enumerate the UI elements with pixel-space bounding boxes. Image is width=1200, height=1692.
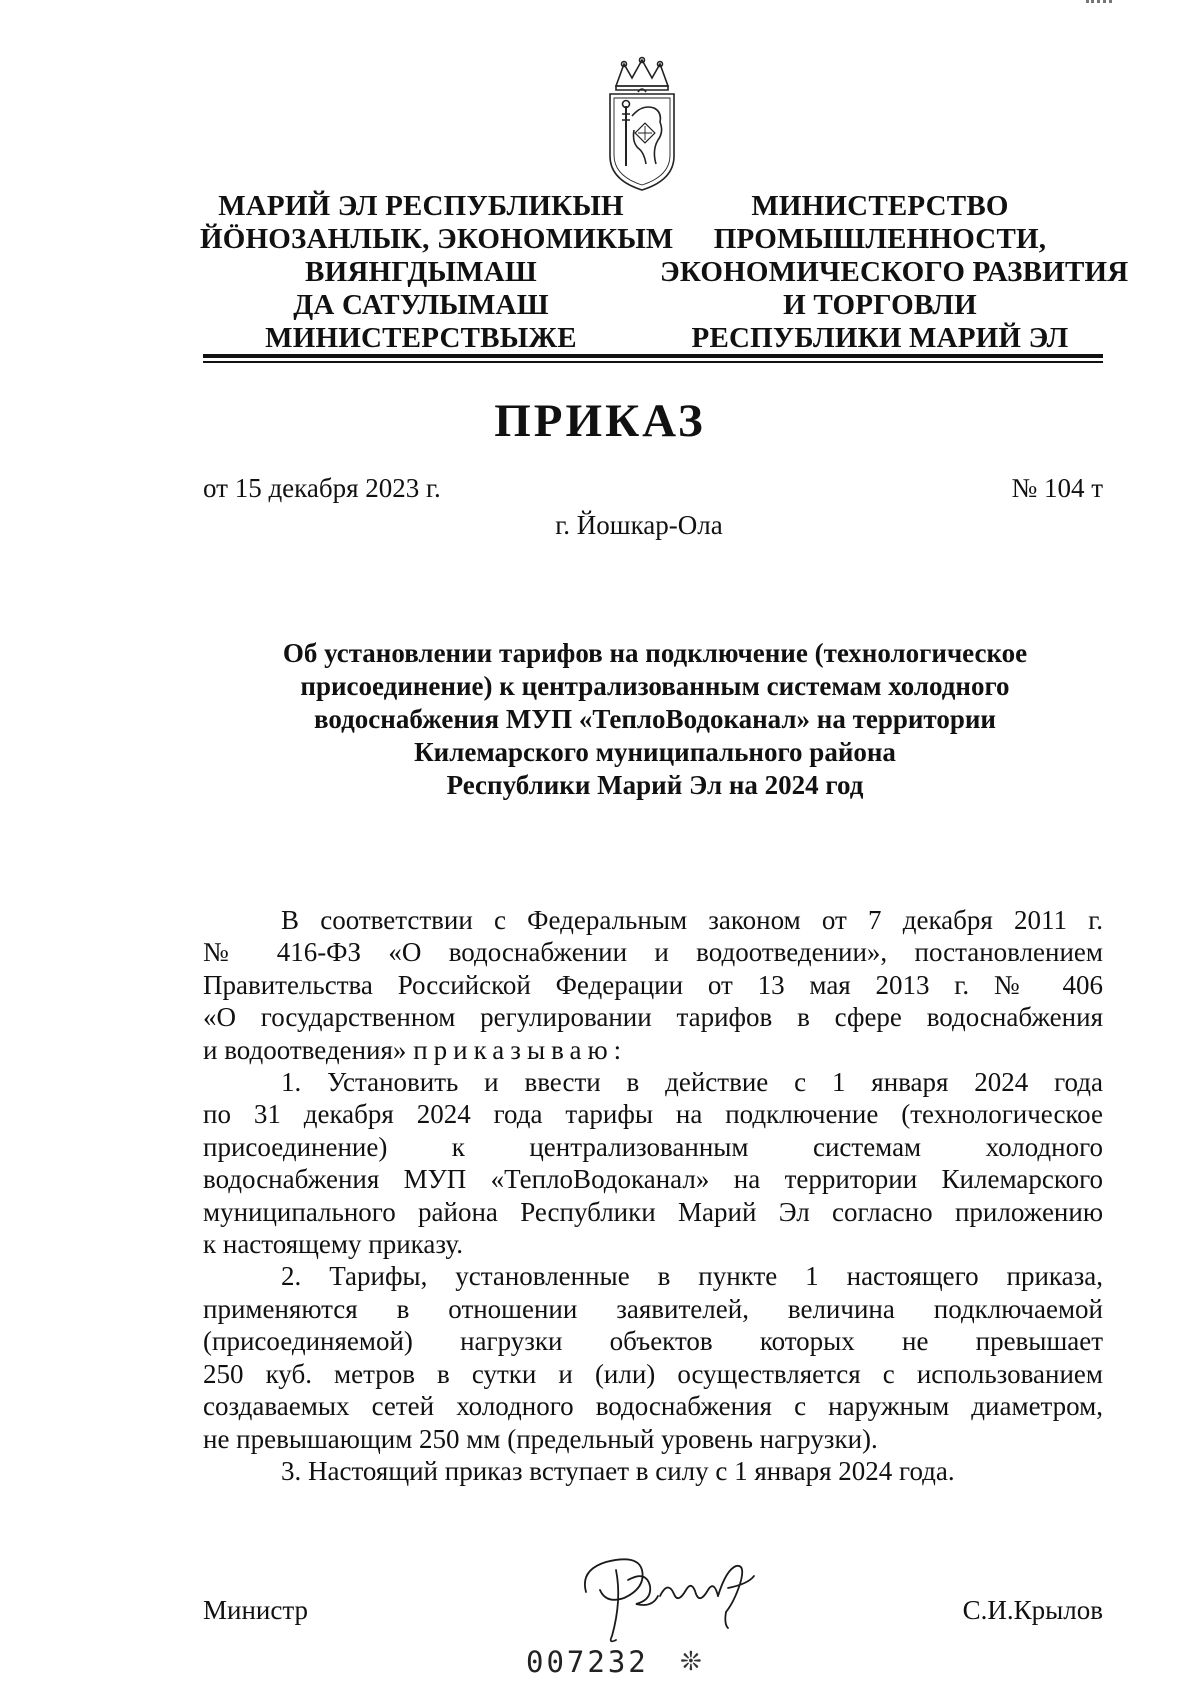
header-left-line: ВИЯНГДЫМАШ [305, 256, 537, 288]
signatory-position: Министр [203, 1595, 308, 1625]
header-ministry-russian [660, 190, 1129, 355]
header-right-line: ЭКОНОМИЧЕСКОГО РАЗВИТИЯ [660, 256, 1129, 288]
document-city: г. Йошкар-Ола [555, 510, 723, 540]
body-line: «О государственном регулировании тарифов в сфере водоснабжения [203, 1002, 1103, 1033]
header-left-line: МАРИЙ ЭЛ РЕСПУБЛИКЫН [218, 190, 624, 222]
body-line: Правительства Российской Федерации от 13 мая 2013 г. № 406 [203, 969, 1103, 1000]
document-number: № 104 т [1011, 473, 1103, 503]
body-line: не превышающим 250 мм (предельный уровень нагрузки). [203, 1423, 878, 1454]
header-left-line: МИНИСТЕРСТВЫЖЕ [265, 322, 577, 354]
intro-end: и водоотведения» [203, 1034, 407, 1065]
subject-line: водоснабжения МУП «ТеплоВодоканал» на территории [314, 704, 996, 734]
handwritten-signature [576, 1540, 786, 1650]
header-left-line: ДА САТУЛЫМАШ [293, 289, 549, 321]
document-date: от 15 декабря 2023 г. [203, 473, 441, 503]
body-line: (присоединяемой) нагрузки объектов которых не превышает [203, 1326, 1103, 1357]
body-line: по 31 декабря 2024 года тарифы на подключение (технологическое [203, 1099, 1103, 1130]
document-subject [240, 637, 1070, 802]
body-line: 250 куб. метров в сутки и (или) осуществляется с использованием [203, 1358, 1103, 1389]
document-title: ПРИКАЗ [494, 395, 706, 447]
header-right-line: МИНИСТЕРСТВО [751, 190, 1009, 222]
body-line: 2. Тарифы, установленные в пункте 1 настоящего приказа, [281, 1261, 1103, 1292]
body-line: применяются в отношении заявителей, величина подключаемой [203, 1293, 1103, 1324]
header-divider-thick [203, 354, 1103, 358]
body-line: к настоящему приказу. [203, 1229, 463, 1260]
body-line: муниципального района Республики Марий Эл согласно приложению [203, 1196, 1103, 1227]
body-line: В соответствии с Федеральным законом от 7 декабря 2011 г. [281, 905, 1103, 935]
header-divider-thin [203, 361, 1103, 363]
body-line: № 416-ФЗ «О водоснабжении и водоотведении», постановлением [203, 937, 1103, 968]
header-ministry-mari [200, 190, 674, 355]
snowflake-icon: ❊ [680, 1647, 702, 1676]
document-body [203, 904, 1103, 1487]
scan-mark [1086, 0, 1112, 8]
header-left-line: ЙӦНОЗАНЛЫК, ЭКОНОМИКЫМ [200, 223, 674, 255]
subject-line: присоединение) к централизованным системам холодного [300, 671, 1010, 701]
serial-number: 007232 [526, 1645, 649, 1679]
body-line: присоединение) к централизованным системам холодного [203, 1131, 1103, 1162]
header-right-line: ПРОМЫШЛЕННОСТИ, [713, 223, 1047, 255]
order-word: приказываю: [413, 1034, 628, 1065]
subject-line: Об установлении тарифов на подключение (технологическое [282, 638, 1028, 668]
body-line [203, 1034, 1103, 1066]
coat-of-arms-icon [602, 56, 682, 196]
body-line: водоснабжения МУП «ТеплоВодоканал» на территории Килемарского [203, 1164, 1103, 1195]
header-right-line: И ТОРГОВЛИ [783, 289, 977, 321]
body-line: 1. Установить и ввести в действие с 1 января 2024 года [281, 1067, 1103, 1098]
signatory-name: С.И.Крылов [962, 1595, 1103, 1625]
body-line: создаваемых сетей холодного водоснабжения с наружным диаметром, [203, 1391, 1103, 1422]
header-right-line: РЕСПУБЛИКИ МАРИЙ ЭЛ [691, 322, 1069, 354]
subject-line: Килемарского муниципального района [414, 737, 896, 767]
body-line: 3. Настоящий приказ вступает в силу с 1 января 2024 года. [281, 1455, 955, 1486]
subject-line: Республики Марий Эл на 2024 год [446, 770, 864, 800]
